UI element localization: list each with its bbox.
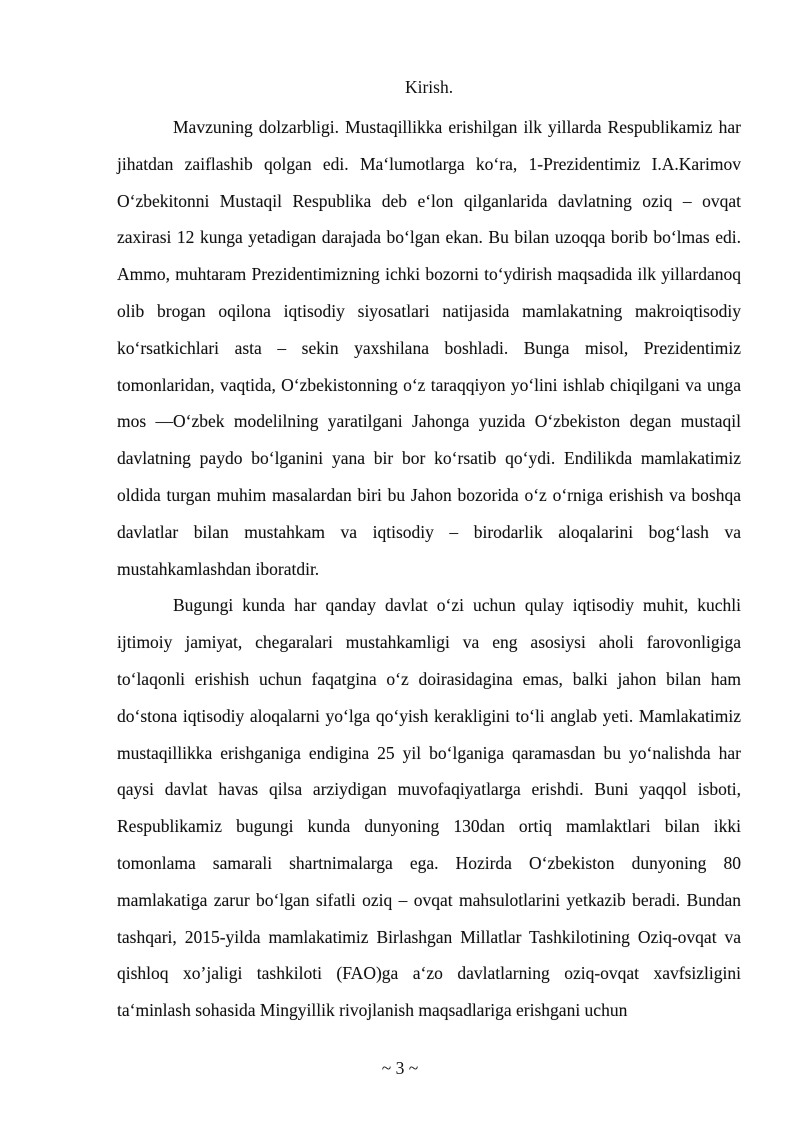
page-number: ~ 3 ~: [381, 1058, 419, 1078]
paragraph-relevance: Mavzuning dolzarbligi. Mustaqillikka erishilgan ilk yillarda Respublikamiz har jihatdan zaiflashib qolgan edi. Maʻlumotlarga koʻra, 1-Prezidentimiz I.A.Karimov Oʻzbekitonni Mustaqil Respublika deb eʻlon qilganlarida davlatning oziq – ovqat zaxirasi 12 kunga yetadigan darajada boʻlgan ekan. Bu bilan uzoqqa borib boʻlmas edi. Ammo, muhtaram Prezidentimizning ichki bozorni toʻydirish maqsadida ilk yillardanoq olib brogan oqilona iqtisodiy siyosatlari natijasida mamlakatning makroiqtisodiy koʻrsatkichlari asta – sekin yaxshilana boshladi. Bunga misol, Prezidentimiz tomonlaridan, vaqtida, Oʻzbekistonning oʻz taraqqiyon yoʻlini ishlab chiqilgani va unga mos —Oʻzbek modelilning yaratilgani Jahonga yuzida Oʻzbekiston degan mustaqil davlatning paydo boʻlganini yana bir bor koʻrsatib qoʻydi. Endilikda mamlakatimiz oldida turgan muhim masalardan biri bu Jahon bozorida oʻz oʻrniga erishish va boshqa davlatlar bilan mustahkam va iqtisodiy – birodarlik aloqalarini bogʻlash va mustahkamlashdan iboratdir.: [117, 117, 741, 579]
paragraph-economic-relations: Bugungi kunda har qanday davlat oʻzi uchun qulay iqtisodiy muhit, kuchli ijtimoiy jamiyat, chegaralari mustahkamligi va eng asosiysi aholi farovonligiga toʻlaqonli erishish uchun faqatgina oʻz doirasidagina emas, balki jahon bilan ham doʻstona iqtisodiy aloqalarni yoʻlga qoʻyish kerakligini toʻli anglab yeti. Mamlakatimiz mustaqillikka erishganiga endigina 25 yil boʻlganiga qaramasdan bu yoʻnalishda har qaysi davlat havas qilsa arziydigan muvofaqiyatlarga erishdi. Buni yaqqol isboti, Respublikamiz bugungi kunda dunyoning 130dan ortiq mamlaktlari bilan ikki tomonlama samarali shartnimalarga ega. Hozirda Oʻzbekiston dunyoning 80 mamlakatiga zarur boʻlgan sifatli oziq – ovqat mahsulotlarini yetkazib beradi. Bundan tashqari, 2015-yilda mamlakatimiz Birlashgan Millatlar Tashkilotining Oziq-ovqat va qishloq xoʼjaligi tashkiloti (FAO)ga aʻzo davlatlarning oziq-ovqat xavfsizligini taʻminlash sohasida Mingyillik rivojlanish maqsadlariga erishgani uchun: [117, 595, 741, 1021]
section-heading: Kirish.: [404, 77, 454, 97]
page-content: [117, 76, 741, 1029]
